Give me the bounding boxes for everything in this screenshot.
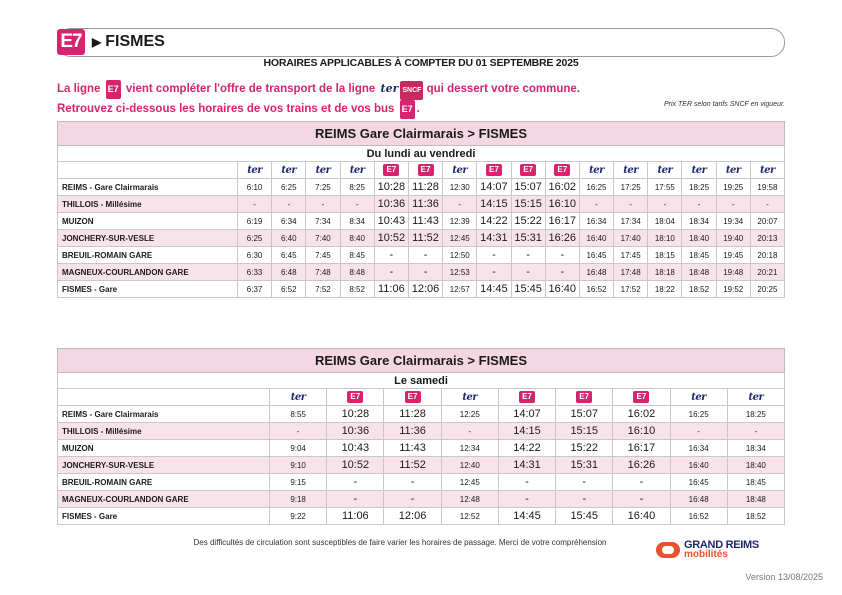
time-cell: 20:21 <box>750 264 784 281</box>
time-cell: 12:06 <box>384 508 441 525</box>
time-cell: 9:04 <box>270 440 327 457</box>
timetable-title: REIMS Gare Clairmarais > FISMES <box>58 122 785 146</box>
time-cell: 20:13 <box>750 230 784 247</box>
intro-line-1 <box>57 80 580 100</box>
grand-reims-mark-icon <box>656 542 680 558</box>
ter-train-icon: ter <box>349 164 365 176</box>
time-cell: - <box>716 196 750 213</box>
time-cell: 17:25 <box>614 179 648 196</box>
time-cell: 12:25 <box>441 406 498 423</box>
service-cell <box>340 162 374 179</box>
timetable-title: REIMS Gare Clairmarais > FISMES <box>58 349 785 373</box>
time-cell: - <box>408 264 442 281</box>
time-cell: 10:28 <box>327 406 384 423</box>
time-cell: 18:40 <box>727 457 784 474</box>
time-cell: 8:40 <box>340 230 374 247</box>
e7-bus-icon: E7 <box>418 164 434 176</box>
stop-name: MUIZON <box>58 213 238 230</box>
table-row <box>58 281 785 298</box>
time-cell: 15:31 <box>511 230 545 247</box>
time-cell: - <box>441 423 498 440</box>
table-row <box>58 247 785 264</box>
table-row <box>58 196 785 213</box>
time-cell: 15:22 <box>511 213 545 230</box>
ter-train-icon: ter <box>462 391 478 403</box>
stop-name: FISMES - Gare <box>58 281 238 298</box>
time-cell: 14:07 <box>498 406 555 423</box>
time-cell: 16:02 <box>545 179 579 196</box>
stop-name: MAGNEUX-COURLANDON GARE <box>58 264 238 281</box>
time-cell: 12:34 <box>441 440 498 457</box>
service-cell <box>648 162 682 179</box>
service-cell <box>511 162 545 179</box>
time-cell: 10:43 <box>327 440 384 457</box>
time-cell: - <box>306 196 340 213</box>
empty-cell <box>58 389 270 406</box>
time-cell: 15:15 <box>511 196 545 213</box>
table-row <box>58 230 785 247</box>
time-cell: 12:52 <box>441 508 498 525</box>
stop-name: FISMES - Gare <box>58 508 270 525</box>
service-cell <box>613 389 670 406</box>
time-cell: 14:45 <box>477 281 511 298</box>
service-cell <box>238 162 272 179</box>
time-cell: 11:28 <box>384 406 441 423</box>
stop-name: MAGNEUX-COURLANDON GARE <box>58 491 270 508</box>
time-cell: 6:45 <box>272 247 306 264</box>
service-cell <box>498 389 555 406</box>
time-cell: - <box>613 474 670 491</box>
time-cell: 6:25 <box>272 179 306 196</box>
stop-name: JONCHERY-SUR-VESLE <box>58 457 270 474</box>
time-cell: 12:39 <box>443 213 477 230</box>
time-cell: 15:07 <box>556 406 613 423</box>
time-cell: 17:45 <box>614 247 648 264</box>
time-cell: 15:15 <box>556 423 613 440</box>
ter-train-icon: ter <box>315 164 331 176</box>
time-cell: 16:40 <box>613 508 670 525</box>
time-cell: - <box>556 474 613 491</box>
stop-name: BREUIL-ROMAIN GARE <box>58 247 238 264</box>
table-row <box>58 491 785 508</box>
service-cell <box>270 389 327 406</box>
time-cell: 17:48 <box>614 264 648 281</box>
time-cell: 18:04 <box>648 213 682 230</box>
time-cell: 16:52 <box>579 281 613 298</box>
header-bar <box>57 28 785 57</box>
stop-name: JONCHERY-SUR-VESLE <box>58 230 238 247</box>
time-cell: 16:48 <box>579 264 613 281</box>
time-cell: - <box>498 491 555 508</box>
e7-badge-icon: E7 <box>106 80 121 99</box>
time-cell: 6:34 <box>272 213 306 230</box>
time-cell: 18:15 <box>648 247 682 264</box>
service-cell <box>327 389 384 406</box>
e7-bus-icon: E7 <box>520 164 536 176</box>
time-cell: 16:10 <box>545 196 579 213</box>
service-cell <box>727 389 784 406</box>
time-cell: 12:57 <box>443 281 477 298</box>
service-cell <box>750 162 784 179</box>
time-cell: 7:25 <box>306 179 340 196</box>
service-cell <box>384 389 441 406</box>
time-cell: 6:25 <box>238 230 272 247</box>
time-cell: - <box>477 264 511 281</box>
time-cell: 16:40 <box>670 457 727 474</box>
time-cell: 18:48 <box>727 491 784 508</box>
time-cell: 11:06 <box>327 508 384 525</box>
time-cell: 19:34 <box>716 213 750 230</box>
time-cell: 16:26 <box>613 457 670 474</box>
time-cell: 18:40 <box>682 230 716 247</box>
time-cell: 11:52 <box>408 230 442 247</box>
time-cell: - <box>384 474 441 491</box>
time-cell: - <box>384 491 441 508</box>
destination-label: FISMES <box>105 33 165 50</box>
play-triangle-icon: ▶ <box>92 35 102 49</box>
time-cell: - <box>374 264 408 281</box>
service-cell <box>716 162 750 179</box>
time-cell: - <box>327 474 384 491</box>
time-cell: 16:17 <box>613 440 670 457</box>
time-cell: 8:25 <box>340 179 374 196</box>
ter-train-icon: ter <box>247 164 262 176</box>
time-cell: 12:50 <box>443 247 477 264</box>
time-cell: 14:15 <box>498 423 555 440</box>
service-cell <box>545 162 579 179</box>
time-cell: 15:31 <box>556 457 613 474</box>
table-row <box>58 423 785 440</box>
service-cell <box>441 389 498 406</box>
time-cell: 16:02 <box>613 406 670 423</box>
time-cell: 16:48 <box>670 491 727 508</box>
time-cell: 12:30 <box>443 179 477 196</box>
e7-bus-icon: E7 <box>576 391 592 403</box>
time-cell: - <box>511 247 545 264</box>
time-cell: 12:06 <box>408 281 442 298</box>
time-cell: - <box>670 423 727 440</box>
time-cell: 16:17 <box>545 213 579 230</box>
time-cell: 15:45 <box>511 281 545 298</box>
footer-note: Des difficultés de circulation sont susceptibles de faire varier les horaires de passage. Merci de votre compréhension <box>193 538 607 547</box>
empty-cell <box>58 162 238 179</box>
time-cell: 14:22 <box>498 440 555 457</box>
time-cell: - <box>238 196 272 213</box>
ter-train-icon: ter <box>589 164 604 176</box>
pricing-note: Prix TER selon tarifs SNCF en vigueur. <box>664 101 785 108</box>
time-cell: - <box>750 196 784 213</box>
time-cell: - <box>556 491 613 508</box>
time-cell: 12:53 <box>443 264 477 281</box>
time-cell: 14:22 <box>477 213 511 230</box>
time-cell: 16:34 <box>670 440 727 457</box>
time-cell: 12:45 <box>443 230 477 247</box>
table-row <box>58 440 785 457</box>
timetable-days: Le samedi <box>58 373 785 389</box>
time-cell: 16:25 <box>670 406 727 423</box>
service-cell <box>443 162 477 179</box>
time-cell: - <box>727 423 784 440</box>
grand-reims-wordmark <box>684 540 759 560</box>
time-cell: 17:34 <box>614 213 648 230</box>
service-cell <box>272 162 306 179</box>
time-cell: 9:22 <box>270 508 327 525</box>
brand-sub: mobilités <box>684 549 728 560</box>
time-cell: 7:48 <box>306 264 340 281</box>
time-cell: 15:45 <box>556 508 613 525</box>
time-cell: 6:48 <box>272 264 306 281</box>
schedule-subtitle: HORAIRES APPLICABLES À COMPTER DU 01 SEPTEMBRE 2025 <box>263 57 579 69</box>
time-cell: 18:34 <box>682 213 716 230</box>
service-cell <box>579 162 613 179</box>
stop-name: REIMS - Gare Clairmarais <box>58 406 270 423</box>
time-cell: 10:36 <box>327 423 384 440</box>
time-cell: 20:18 <box>750 247 784 264</box>
time-cell: - <box>648 196 682 213</box>
time-cell: 16:26 <box>545 230 579 247</box>
table-row <box>58 474 785 491</box>
time-cell: 11:43 <box>384 440 441 457</box>
service-cell <box>614 162 648 179</box>
time-cell: 8:52 <box>340 281 374 298</box>
e7-bus-icon: E7 <box>383 164 399 176</box>
time-cell: 17:55 <box>648 179 682 196</box>
time-cell: 19:25 <box>716 179 750 196</box>
time-cell: 18:10 <box>648 230 682 247</box>
time-cell: 6:30 <box>238 247 272 264</box>
time-cell: 18:34 <box>727 440 784 457</box>
intro-text-part: . <box>416 103 420 115</box>
time-cell: 9:15 <box>270 474 327 491</box>
time-cell: 7:45 <box>306 247 340 264</box>
table-row <box>58 179 785 196</box>
time-cell: 18:52 <box>682 281 716 298</box>
time-cell: 6:10 <box>238 179 272 196</box>
time-cell: 16:45 <box>670 474 727 491</box>
ter-train-icon: ter <box>725 164 741 176</box>
time-cell: 15:22 <box>556 440 613 457</box>
time-cell: 18:25 <box>727 406 784 423</box>
time-cell: - <box>498 474 555 491</box>
service-cell <box>306 162 340 179</box>
time-cell: 19:52 <box>716 281 750 298</box>
time-cell: 17:40 <box>614 230 648 247</box>
time-cell: 8:48 <box>340 264 374 281</box>
time-cell: 11:52 <box>384 457 441 474</box>
time-cell: 6:33 <box>238 264 272 281</box>
time-cell: - <box>270 423 327 440</box>
time-cell: 6:52 <box>272 281 306 298</box>
service-cell <box>682 162 716 179</box>
time-cell: 14:07 <box>477 179 511 196</box>
intro-line-2 <box>57 100 580 119</box>
time-cell: 14:15 <box>477 196 511 213</box>
weekday-timetable <box>57 121 785 298</box>
time-cell: 10:43 <box>374 213 408 230</box>
saturday-timetable <box>57 348 785 525</box>
time-cell: 12:40 <box>441 457 498 474</box>
ter-train-icon: ter <box>623 164 639 176</box>
brand-name: GRAND REIMS <box>684 539 759 551</box>
service-cell <box>477 162 511 179</box>
time-cell: 7:40 <box>306 230 340 247</box>
time-cell: 20:07 <box>750 213 784 230</box>
table-row <box>58 457 785 474</box>
time-cell: 19:58 <box>750 179 784 196</box>
time-cell: 12:48 <box>441 491 498 508</box>
ter-train-icon: ter <box>657 164 673 176</box>
service-cell <box>556 389 613 406</box>
time-cell: - <box>511 264 545 281</box>
time-cell: 14:45 <box>498 508 555 525</box>
time-cell: - <box>408 247 442 264</box>
time-cell: 18:52 <box>727 508 784 525</box>
time-cell: 10:52 <box>374 230 408 247</box>
time-cell: 14:31 <box>477 230 511 247</box>
stop-name: THILLOIS - Millésime <box>58 196 238 213</box>
time-cell: 16:34 <box>579 213 613 230</box>
time-cell: 16:52 <box>670 508 727 525</box>
stop-name: BREUIL-ROMAIN GARE <box>58 474 270 491</box>
table-row <box>58 264 785 281</box>
stop-name: MUIZON <box>58 440 270 457</box>
intro-text-part: La ligne <box>57 83 101 95</box>
time-cell: 7:52 <box>306 281 340 298</box>
table-row <box>58 213 785 230</box>
time-cell: 9:10 <box>270 457 327 474</box>
time-cell: 16:25 <box>579 179 613 196</box>
stop-name: THILLOIS - Millésime <box>58 423 270 440</box>
time-cell: - <box>443 196 477 213</box>
intro-text <box>57 80 580 119</box>
table-row <box>58 406 785 423</box>
time-cell: - <box>613 491 670 508</box>
version-label: Version 13/08/2025 <box>745 572 823 582</box>
e7-bus-icon: E7 <box>405 391 421 403</box>
e7-bus-icon: E7 <box>347 391 363 403</box>
time-cell: 8:55 <box>270 406 327 423</box>
time-cell: - <box>327 491 384 508</box>
time-cell: 11:43 <box>408 213 442 230</box>
time-cell: 8:45 <box>340 247 374 264</box>
time-cell: - <box>545 247 579 264</box>
e7-bus-icon: E7 <box>519 391 535 403</box>
time-cell: 12:45 <box>441 474 498 491</box>
time-cell: 18:45 <box>727 474 784 491</box>
time-cell: - <box>614 196 648 213</box>
ter-train-icon: ter <box>760 164 775 176</box>
ter-train-icon: ter <box>281 164 297 176</box>
time-cell: 18:25 <box>682 179 716 196</box>
service-cell <box>408 162 442 179</box>
time-cell: 8:34 <box>340 213 374 230</box>
time-cell: 6:40 <box>272 230 306 247</box>
time-cell: 15:07 <box>511 179 545 196</box>
time-cell: - <box>682 196 716 213</box>
service-cell <box>670 389 727 406</box>
intro-text-part: Retrouvez ci-dessous les horaires de vos trains et de vos bus <box>57 103 395 115</box>
line-badge: E7 <box>57 29 85 55</box>
time-cell: 6:19 <box>238 213 272 230</box>
ter-train-icon: ter <box>290 391 306 403</box>
ter-train-icon: ter <box>691 164 707 176</box>
time-cell: 16:45 <box>579 247 613 264</box>
ter-train-icon: ter <box>452 164 468 176</box>
time-cell: - <box>272 196 306 213</box>
grand-reims-logo <box>656 540 759 560</box>
time-cell: 10:52 <box>327 457 384 474</box>
time-cell: 16:40 <box>579 230 613 247</box>
time-cell: - <box>545 264 579 281</box>
e7-bus-icon: E7 <box>554 164 570 176</box>
time-cell: 18:22 <box>648 281 682 298</box>
time-cell: 10:28 <box>374 179 408 196</box>
ter-train-icon: ter <box>748 391 764 403</box>
e7-badge-icon: E7 <box>400 100 415 119</box>
table-row <box>58 508 785 525</box>
e7-bus-icon: E7 <box>633 391 649 403</box>
time-cell: 18:45 <box>682 247 716 264</box>
time-cell: 19:40 <box>716 230 750 247</box>
time-cell: 7:34 <box>306 213 340 230</box>
time-cell: 18:18 <box>648 264 682 281</box>
time-cell: 11:28 <box>408 179 442 196</box>
intro-text-part: vient compléter l'offre de transport de la ligne <box>125 83 376 95</box>
sncf-logo-icon: SNCF <box>400 81 423 100</box>
timetable-days: Du lundi au vendredi <box>58 146 785 162</box>
e7-bus-icon: E7 <box>486 164 502 176</box>
time-cell: 9:18 <box>270 491 327 508</box>
time-cell: 10:36 <box>374 196 408 213</box>
time-cell: 16:10 <box>613 423 670 440</box>
stop-name: REIMS - Gare Clairmarais <box>58 179 238 196</box>
time-cell: - <box>340 196 374 213</box>
time-cell: 11:06 <box>374 281 408 298</box>
time-cell: - <box>579 196 613 213</box>
time-cell: 20:25 <box>750 281 784 298</box>
time-cell: - <box>477 247 511 264</box>
time-cell: 6:37 <box>238 281 272 298</box>
time-cell: 11:36 <box>384 423 441 440</box>
intro-text-part: qui dessert votre commune. <box>426 83 580 95</box>
ter-train-icon: ter <box>691 391 707 403</box>
time-cell: 14:31 <box>498 457 555 474</box>
time-cell: - <box>374 247 408 264</box>
destination-title <box>92 33 165 51</box>
time-cell: 16:40 <box>545 281 579 298</box>
time-cell: 19:45 <box>716 247 750 264</box>
time-cell: 18:48 <box>682 264 716 281</box>
service-cell <box>374 162 408 179</box>
time-cell: 11:36 <box>408 196 442 213</box>
ter-logo-icon: ter <box>380 82 399 95</box>
time-cell: 17:52 <box>614 281 648 298</box>
time-cell: 19:48 <box>716 264 750 281</box>
